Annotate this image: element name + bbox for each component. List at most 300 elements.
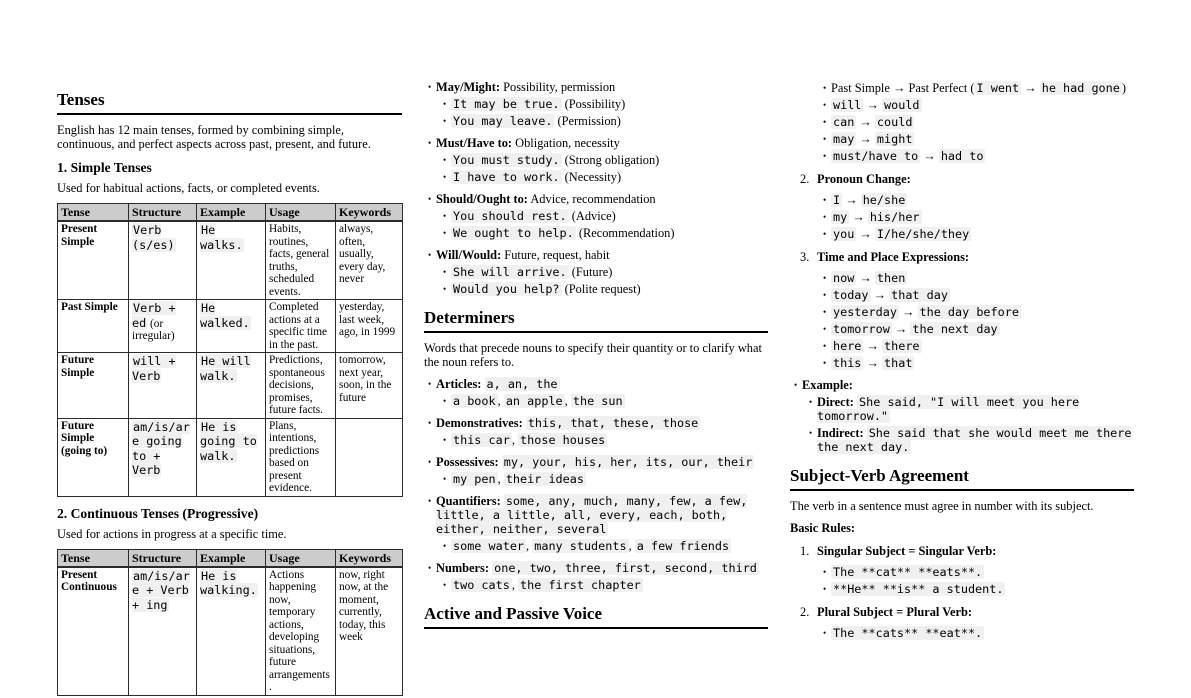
bold-span: May/Might: xyxy=(436,80,501,94)
text-span: , xyxy=(526,539,533,553)
bold-span: Singular Subject = Singular Verb: xyxy=(817,544,997,558)
text-span: Words that precede nouns to specify their quantity or to clarify what the noun refers to. xyxy=(424,341,762,369)
code-span: now xyxy=(833,271,855,285)
bold-span: Should/Ought to: xyxy=(436,192,528,206)
text-span: 1. Simple Tenses xyxy=(57,160,152,175)
list-item xyxy=(443,153,768,167)
text-span: , xyxy=(628,539,635,553)
text-span: → xyxy=(842,193,861,207)
bold-span: Possessives: xyxy=(436,455,499,469)
text-span: → xyxy=(863,339,883,353)
paragraph xyxy=(57,527,402,541)
code-span: a few friends xyxy=(636,539,730,553)
bullet-list xyxy=(809,395,1134,454)
bold-span: Will/Would: xyxy=(436,248,502,262)
bullet-list xyxy=(443,265,768,296)
bold-span: Example: xyxy=(802,378,853,392)
text-line xyxy=(451,282,768,296)
text-span: Subject-Verb Agreement xyxy=(790,466,969,485)
bold-span: Demonstratives: xyxy=(436,416,523,430)
table-cell xyxy=(197,353,266,419)
list-item xyxy=(443,170,768,184)
table-cell xyxy=(58,567,129,696)
table-cell xyxy=(197,221,266,300)
table-cell xyxy=(58,418,129,496)
list-item xyxy=(809,395,1134,423)
list-item xyxy=(428,377,768,408)
code-span: my xyxy=(833,210,848,224)
bullet-list xyxy=(443,433,768,447)
text-line xyxy=(451,114,768,128)
code-span: tomorrow xyxy=(833,322,890,336)
table-row xyxy=(58,353,403,419)
table-cell xyxy=(129,300,197,353)
table-cell xyxy=(129,567,197,696)
text-line xyxy=(451,226,768,240)
text-line xyxy=(451,170,768,184)
text-span: Predictions, spontaneous decisions, promises, future facts. xyxy=(269,354,325,416)
list-item xyxy=(443,97,768,111)
text-line xyxy=(831,565,1134,579)
text-span: → xyxy=(856,227,875,241)
code-span: a, an, the xyxy=(486,377,558,391)
text-line xyxy=(451,209,768,223)
bullet-list xyxy=(823,565,1134,596)
text-line xyxy=(831,98,1134,112)
list-item xyxy=(823,626,1134,640)
table-header-cell: Tense xyxy=(58,549,129,567)
text-line xyxy=(790,605,1134,620)
text-span: → xyxy=(863,356,883,370)
text-span: (Strong obligation) xyxy=(561,153,660,167)
text-line xyxy=(831,582,1134,596)
table-cell xyxy=(58,353,129,419)
code-span: He walked. xyxy=(200,301,250,330)
table-cell xyxy=(197,418,266,496)
list-item xyxy=(823,305,1134,319)
bold-span: Future Simple (going to) xyxy=(61,419,108,457)
text-span: → xyxy=(856,271,875,285)
list-item xyxy=(443,394,768,408)
text-span: , xyxy=(511,578,519,592)
text-span: Advice, recommendation xyxy=(527,192,656,206)
text-line xyxy=(436,455,768,469)
code-span: the next day xyxy=(912,322,998,336)
text-span: ) xyxy=(1121,81,1127,95)
code-span: might xyxy=(876,132,913,146)
table-cell xyxy=(266,353,336,419)
text-line xyxy=(831,288,1134,302)
text-line xyxy=(451,97,768,111)
text-line xyxy=(436,136,768,150)
code-span: She said that she would meet me there the next day. xyxy=(817,426,1132,454)
list-item xyxy=(428,561,768,592)
bullet-list xyxy=(823,271,1134,370)
table-cell xyxy=(336,418,403,496)
text-line xyxy=(451,265,768,279)
bullet-list xyxy=(443,97,768,128)
list-item xyxy=(428,416,768,447)
text-span: Completed actions at a specific time in the past. xyxy=(269,301,328,351)
list-item xyxy=(428,455,768,486)
text-span: → xyxy=(856,132,875,146)
code-span: the sun xyxy=(572,394,623,408)
code-span: some, any, much, many, few, a few, little, a little, all, every, each, both, either, neither, several xyxy=(436,494,748,536)
table-header-cell: Keywords xyxy=(336,204,403,222)
text-span: The verb in a sentence must agree in number with its subject. xyxy=(790,499,1094,513)
text-line xyxy=(817,395,1134,423)
text-span: (or irregular) xyxy=(132,317,175,342)
bold-span: Present Continuous xyxy=(61,568,117,593)
text-line xyxy=(436,561,768,575)
bold-span: Basic Rules: xyxy=(790,521,856,535)
table-cell xyxy=(336,567,403,696)
code-span: that xyxy=(884,356,913,370)
list-item xyxy=(823,98,1134,112)
item-number: 2. xyxy=(800,172,810,186)
code-span: must/have to xyxy=(833,149,919,163)
table-header-cell: Keywords xyxy=(336,549,403,567)
code-span: a book xyxy=(453,394,496,408)
list-item xyxy=(823,149,1134,163)
text-line xyxy=(436,416,768,430)
text-span: (Necessity) xyxy=(561,170,622,184)
code-span: I went xyxy=(976,81,1020,95)
text-span: Habits, routines, facts, general truths, scheduled events. xyxy=(269,223,330,298)
code-span: am/is/are + Verb + ing xyxy=(132,568,190,612)
text-line xyxy=(436,248,768,262)
text-line xyxy=(831,193,1134,207)
table-cell xyxy=(58,300,129,353)
code-span: The **cats** **eat**. xyxy=(833,626,983,640)
code-span: those houses xyxy=(520,433,606,447)
grammar-table xyxy=(57,549,403,696)
table-row xyxy=(58,221,403,300)
text-span: , xyxy=(511,433,519,447)
code-span: **He** **is** a student. xyxy=(833,582,1004,596)
table-row xyxy=(58,300,403,353)
list-item xyxy=(428,136,768,184)
code-span: Verb + ed xyxy=(132,301,176,330)
table-cell xyxy=(58,221,129,300)
code-span: will xyxy=(833,98,862,112)
bullet-list xyxy=(428,377,768,592)
list-item xyxy=(823,339,1134,353)
text-line xyxy=(831,115,1134,129)
code-span: I/he/she/they xyxy=(876,227,970,241)
text-span: , xyxy=(497,394,504,408)
code-span: You should rest. xyxy=(453,209,567,223)
list-item xyxy=(823,193,1134,207)
text-span: Determiners xyxy=(424,308,515,327)
paragraph xyxy=(57,181,402,195)
text-span: (Permission) xyxy=(554,114,621,128)
text-span: Active and Passive Voice xyxy=(424,604,603,623)
text-span: → xyxy=(891,322,911,336)
paragraph xyxy=(790,521,1134,535)
list-item xyxy=(823,565,1134,579)
code-span: many students xyxy=(534,539,627,553)
text-span: → xyxy=(870,288,890,302)
list-item xyxy=(823,132,1134,146)
text-span: Tenses xyxy=(57,90,105,109)
bullet-list xyxy=(823,81,1134,163)
table-header-cell: Usage xyxy=(266,204,336,222)
list-item xyxy=(823,81,1134,95)
code-span: an apple xyxy=(505,394,563,408)
text-line xyxy=(451,578,768,592)
code-span: their ideas xyxy=(505,472,584,486)
text-span: always, often, usually, every day, never xyxy=(339,223,386,285)
table-cell xyxy=(129,221,197,300)
list-item xyxy=(443,472,768,486)
code-span: may xyxy=(833,132,855,146)
list-item xyxy=(823,322,1134,336)
bullet-list xyxy=(443,539,768,553)
item-number: 3. xyxy=(800,250,810,264)
list-item xyxy=(443,209,768,223)
code-span: today xyxy=(833,288,869,302)
list-item xyxy=(428,494,768,553)
table-cell xyxy=(129,418,197,496)
text-span: yesterday, last week, ago, in 1999 xyxy=(339,301,396,338)
text-line xyxy=(831,149,1134,163)
text-span: → xyxy=(1021,81,1040,95)
bullet-list xyxy=(428,80,768,296)
table-cell xyxy=(266,567,336,696)
list-item xyxy=(443,539,768,553)
text-span: Obligation, necessity xyxy=(512,136,620,150)
code-span: yesterday xyxy=(833,305,897,319)
text-line xyxy=(436,377,768,391)
table-cell xyxy=(266,300,336,353)
code-span: this xyxy=(833,356,862,370)
item-number: 1. xyxy=(800,544,810,558)
list-item xyxy=(443,282,768,296)
code-span: he/she xyxy=(862,193,906,207)
section-heading xyxy=(424,604,768,629)
table-header-cell: Tense xyxy=(58,204,129,222)
bullet-list xyxy=(443,153,768,184)
code-span: the first chapter xyxy=(520,578,641,592)
list-item xyxy=(443,226,768,240)
table-header-cell: Example xyxy=(197,549,266,567)
list-item xyxy=(823,288,1134,302)
code-span: that day xyxy=(891,288,948,302)
paragraph xyxy=(57,123,402,151)
text-line xyxy=(790,172,1134,187)
bold-span: Time and Place Expressions: xyxy=(817,250,970,264)
text-span: (Future) xyxy=(568,265,613,279)
subsection-heading xyxy=(57,506,402,522)
table-cell xyxy=(266,221,336,300)
text-span: → xyxy=(920,149,939,163)
code-span: He walks. xyxy=(200,223,243,252)
text-line xyxy=(451,394,768,408)
code-span: this, that, these, those xyxy=(527,416,699,430)
code-span: am/is/are going to + Verb xyxy=(132,419,190,477)
bullet-list xyxy=(823,193,1134,241)
code-span: It may be true. xyxy=(453,97,560,111)
bullet-list xyxy=(443,578,768,592)
grammar-table xyxy=(57,203,403,497)
text-line xyxy=(831,339,1134,353)
list-item xyxy=(794,378,1134,454)
text-span: , xyxy=(564,394,571,408)
right-column xyxy=(790,78,1134,640)
text-line xyxy=(831,81,1134,95)
list-item xyxy=(823,115,1134,129)
bold-span: Indirect: xyxy=(817,426,864,440)
paragraph xyxy=(790,499,1134,513)
text-line xyxy=(831,132,1134,146)
text-span: → xyxy=(898,305,918,319)
code-span: He is going to walk. xyxy=(200,419,257,463)
section-heading xyxy=(790,466,1134,491)
bullet-list xyxy=(794,378,1134,454)
code-span: there xyxy=(884,339,920,353)
bold-span: Past Simple xyxy=(61,301,118,313)
text-span: (Advice) xyxy=(568,209,616,223)
bold-span: Must/Have to: xyxy=(436,136,513,150)
list-item xyxy=(823,271,1134,285)
code-span: He will walk. xyxy=(200,354,251,383)
code-span: some water xyxy=(453,539,525,553)
text-span: now, right now, at the moment, currently, today, this week xyxy=(339,568,389,643)
code-span: You must study. xyxy=(453,153,560,167)
middle-column xyxy=(424,78,768,637)
list-item xyxy=(428,80,768,128)
table-row xyxy=(58,567,403,696)
table-header-cell: Structure xyxy=(129,549,197,567)
code-span: my pen xyxy=(453,472,496,486)
table-cell xyxy=(197,567,266,696)
text-line xyxy=(436,80,768,94)
code-span: my, your, his, her, its, our, their xyxy=(503,455,753,469)
bold-span: Quantifiers: xyxy=(436,494,501,508)
text-span: Actions happening now, temporary actions, developing situations, future arrangements. xyxy=(269,568,330,693)
text-span: Used for habitual actions, facts, or completed events. xyxy=(57,181,320,195)
text-span: → xyxy=(856,115,875,129)
code-span: the day before xyxy=(919,305,1019,319)
text-line xyxy=(790,544,1134,559)
list-item xyxy=(443,578,768,592)
bold-span: Pronoun Change: xyxy=(817,172,911,186)
bold-span: Direct: xyxy=(817,395,854,409)
table-row xyxy=(58,418,403,496)
table-cell xyxy=(336,300,403,353)
text-line xyxy=(451,153,768,167)
code-span: one, two, three, first, second, third xyxy=(494,561,757,575)
code-span: here xyxy=(833,339,862,353)
numbered-item xyxy=(790,172,1134,241)
text-line xyxy=(831,210,1134,224)
table-cell xyxy=(197,300,266,353)
bullet-list xyxy=(443,394,768,408)
text-line xyxy=(802,378,1134,392)
list-item xyxy=(443,114,768,128)
bold-span: Articles: xyxy=(436,377,482,391)
code-span: can xyxy=(833,115,855,129)
text-line xyxy=(831,626,1134,640)
text-line xyxy=(451,472,768,486)
text-span: (Possibility) xyxy=(561,97,626,111)
table-header-cell: Usage xyxy=(266,549,336,567)
code-span: would xyxy=(884,98,920,112)
text-span: → xyxy=(849,210,868,224)
text-line xyxy=(451,539,768,553)
code-span: The **cat** **eats**. xyxy=(833,565,983,579)
text-line xyxy=(831,271,1134,285)
text-span: Past Simple → Past Perfect ( xyxy=(831,81,975,95)
code-span: I have to work. xyxy=(453,170,560,184)
code-span: this car xyxy=(453,433,510,447)
table-cell xyxy=(336,221,403,300)
table-header-row xyxy=(58,204,403,222)
list-item xyxy=(443,433,768,447)
code-span: I xyxy=(833,193,841,207)
text-line xyxy=(790,250,1134,265)
bold-span: Future Simple xyxy=(61,354,95,379)
table-cell xyxy=(336,353,403,419)
text-span: → xyxy=(863,98,883,112)
numbered-item xyxy=(790,605,1134,640)
list-item xyxy=(428,248,768,296)
text-line xyxy=(831,322,1134,336)
code-span: Verb (s/es) xyxy=(132,223,175,252)
paragraph xyxy=(424,341,768,369)
code-span: You may leave. xyxy=(453,114,553,128)
list-item xyxy=(823,227,1134,241)
numbered-item xyxy=(790,250,1134,370)
table-header-row xyxy=(58,549,403,567)
subsection-heading xyxy=(57,160,402,176)
table-header-cell: Structure xyxy=(129,204,197,222)
text-span: (Recommendation) xyxy=(575,226,675,240)
text-span: English has 12 main tenses, formed by combining simple, continuous, and perfect aspects across past, present, and future. xyxy=(57,123,371,151)
text-line xyxy=(831,305,1134,319)
code-span: We ought to help. xyxy=(453,226,574,240)
section-heading xyxy=(57,90,402,115)
text-span: (Polite request) xyxy=(561,282,641,296)
list-item xyxy=(823,210,1134,224)
code-span: his/her xyxy=(869,210,920,224)
code-span: then xyxy=(876,271,906,285)
code-span: two cats xyxy=(453,578,510,592)
text-span: Plans, intentions, predictions based on present evidence. xyxy=(269,419,320,494)
table-header-cell: Example xyxy=(197,204,266,222)
list-item xyxy=(823,356,1134,370)
code-span: had to xyxy=(940,149,984,163)
code-span: He is walking. xyxy=(200,568,257,597)
text-span: 2. Continuous Tenses (Progressive) xyxy=(57,505,259,521)
bullet-list xyxy=(443,209,768,240)
code-span: Would you help? xyxy=(453,282,560,296)
text-line xyxy=(436,192,768,206)
code-span: She said, "I will meet you here tomorrow." xyxy=(817,395,1080,423)
left-column xyxy=(57,90,402,698)
text-span: Used for actions in progress at a specific time. xyxy=(57,526,287,541)
item-number: 2. xyxy=(800,605,810,619)
bullet-list xyxy=(443,472,768,486)
bold-span: Present Simple xyxy=(61,223,98,248)
bold-span: Plural Subject = Plural Verb: xyxy=(817,605,973,619)
list-item xyxy=(428,192,768,240)
code-span: could xyxy=(876,115,913,129)
bold-span: Numbers: xyxy=(436,561,489,575)
code-span: he had gone xyxy=(1041,81,1120,95)
text-span: Future, request, habit xyxy=(501,248,610,262)
